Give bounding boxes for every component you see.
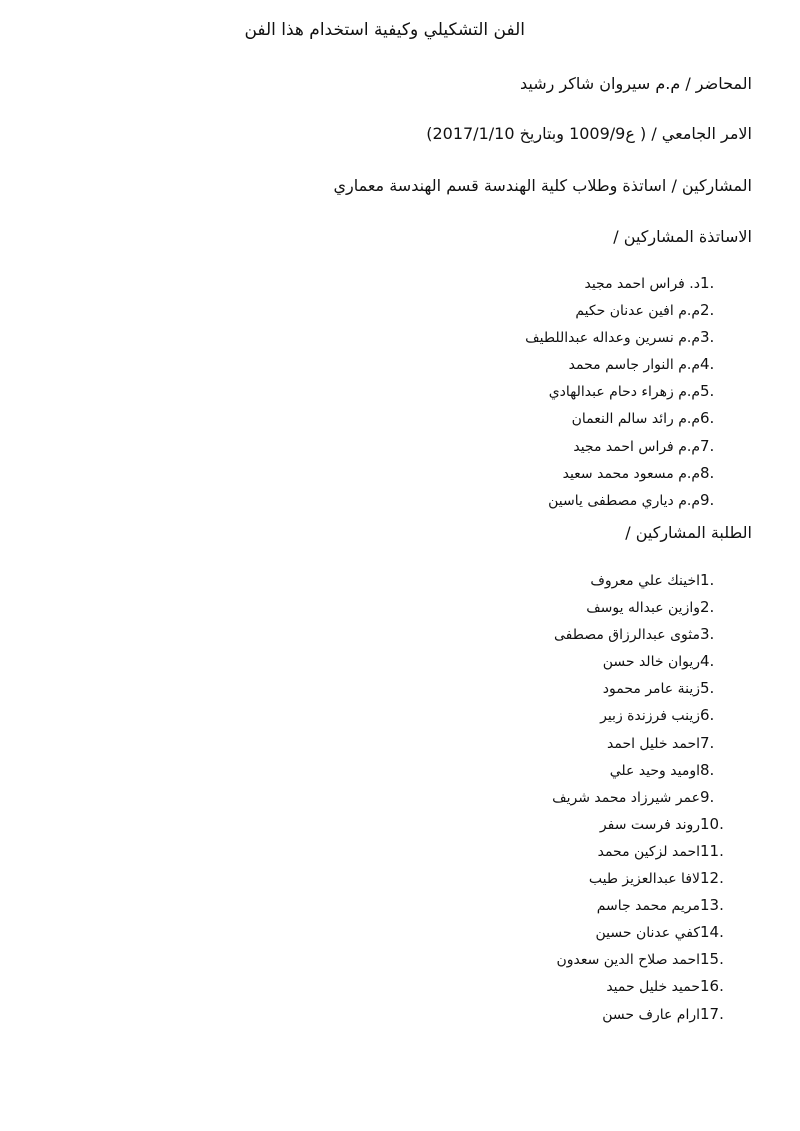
students-heading: الطلبة المشاركين / — [625, 523, 752, 542]
item-number: 6. — [700, 706, 715, 725]
list-item — [552, 730, 730, 757]
student-name: زينة عامر محمود — [602, 681, 700, 698]
list-item — [525, 324, 730, 351]
item-number: 14. — [700, 923, 724, 942]
item-number: 10. — [700, 814, 724, 833]
staff-name: م.م فراس احمد مجيد — [573, 438, 700, 455]
participants-line: المشاركين / اساتذة وطلاب كلية الهندسة قسم الهندسة معماري — [333, 176, 752, 195]
item-number: 17. — [700, 1004, 724, 1023]
list-item — [552, 838, 730, 865]
student-name: كفي عدنان حسين — [595, 925, 700, 942]
student-name: زينب فرزندة زبير — [600, 708, 700, 725]
list-item — [552, 892, 730, 919]
item-number: 4. — [700, 652, 715, 671]
list-item — [525, 270, 730, 297]
staff-name: م.م زهراء دحام عبدالهادي — [548, 384, 700, 401]
staff-name: م.م مسعود محمد سعيد — [562, 465, 700, 482]
student-name: احمد خليل احمد — [607, 735, 700, 752]
student-name: مثوى عبدالرزاق مصطفى — [553, 627, 700, 644]
student-name: وازين عبداله يوسف — [586, 600, 700, 617]
list-item — [525, 297, 730, 324]
list-item — [552, 648, 730, 675]
list-item — [552, 865, 730, 892]
item-number: 9. — [700, 490, 715, 509]
item-number: 3. — [700, 328, 715, 347]
staff-name: م.م دياري مصطفى ياسين — [548, 492, 700, 509]
student-name: ريوان خالد حسن — [602, 654, 700, 671]
staff-heading: الاساتذة المشاركين / — [613, 227, 752, 246]
item-number: 7. — [700, 733, 715, 752]
item-number: 5. — [700, 679, 715, 698]
list-item — [552, 702, 730, 729]
staff-name: م.م رائد سالم النعمان — [571, 411, 700, 428]
staff-list — [525, 270, 730, 514]
list-item — [552, 757, 730, 784]
list-item — [552, 567, 730, 594]
staff-name: م.م نسرين وعداله عبداللطيف — [525, 330, 700, 347]
student-name: روند فرست سفر — [599, 816, 700, 833]
list-item — [552, 594, 730, 621]
item-number: 8. — [700, 760, 715, 779]
list-item — [525, 351, 730, 378]
list-item — [552, 621, 730, 648]
staff-name: د. فراس احمد مجيد — [584, 276, 700, 292]
item-number: 7. — [700, 436, 715, 455]
list-item — [552, 784, 730, 811]
item-number: 1. — [700, 571, 715, 589]
student-name: ارام عارف حسن — [602, 1006, 700, 1023]
list-item — [552, 919, 730, 946]
item-number: 15. — [700, 950, 724, 969]
lecturer-line: المحاضر / م.م سيروان شاكر رشيد — [520, 74, 752, 93]
item-number: 11. — [700, 841, 724, 860]
list-item — [552, 946, 730, 973]
student-name: حميد خليل حميد — [606, 979, 700, 996]
item-number: 4. — [700, 355, 715, 374]
item-number: 2. — [700, 598, 715, 617]
student-name: اوميد وحيد علي — [609, 762, 700, 779]
student-name: اخينك علي معروف — [590, 573, 700, 589]
item-number: 1. — [700, 274, 715, 292]
student-name: احمد صلاح الدين سعدون — [556, 952, 700, 969]
list-item — [552, 675, 730, 702]
list-item — [552, 973, 730, 1000]
document-title: الفن التشكيلي وكيفية استخدام هذا الفن — [244, 20, 525, 40]
student-name: احمد لزكين محمد — [597, 843, 700, 860]
student-name: مريم محمد جاسم — [596, 898, 700, 915]
list-item — [525, 405, 730, 432]
item-number: 9. — [700, 787, 715, 806]
student-list — [552, 567, 730, 1028]
list-item — [552, 1001, 730, 1028]
staff-name: م.م النوار جاسم محمد — [568, 357, 700, 374]
student-name: عمر شيرزاد محمد شريف — [552, 789, 700, 806]
list-item — [525, 487, 730, 514]
item-number: 5. — [700, 382, 715, 401]
list-item — [552, 811, 730, 838]
item-number: 13. — [700, 896, 724, 915]
list-item — [525, 378, 730, 405]
list-item — [525, 433, 730, 460]
item-number: 3. — [700, 625, 715, 644]
university-decree-line: الامر الجامعي / ( ع1009/9 وبتاريخ 2017/1/10) — [426, 124, 752, 143]
item-number: 2. — [700, 301, 715, 320]
item-number: 8. — [700, 463, 715, 482]
item-number: 16. — [700, 977, 724, 996]
staff-name: م.م افين عدنان حكيم — [575, 303, 700, 320]
item-number: 6. — [700, 409, 715, 428]
student-name: لافا عبدالعزيز طيب — [588, 871, 700, 888]
item-number: 12. — [700, 869, 724, 888]
list-item — [525, 460, 730, 487]
